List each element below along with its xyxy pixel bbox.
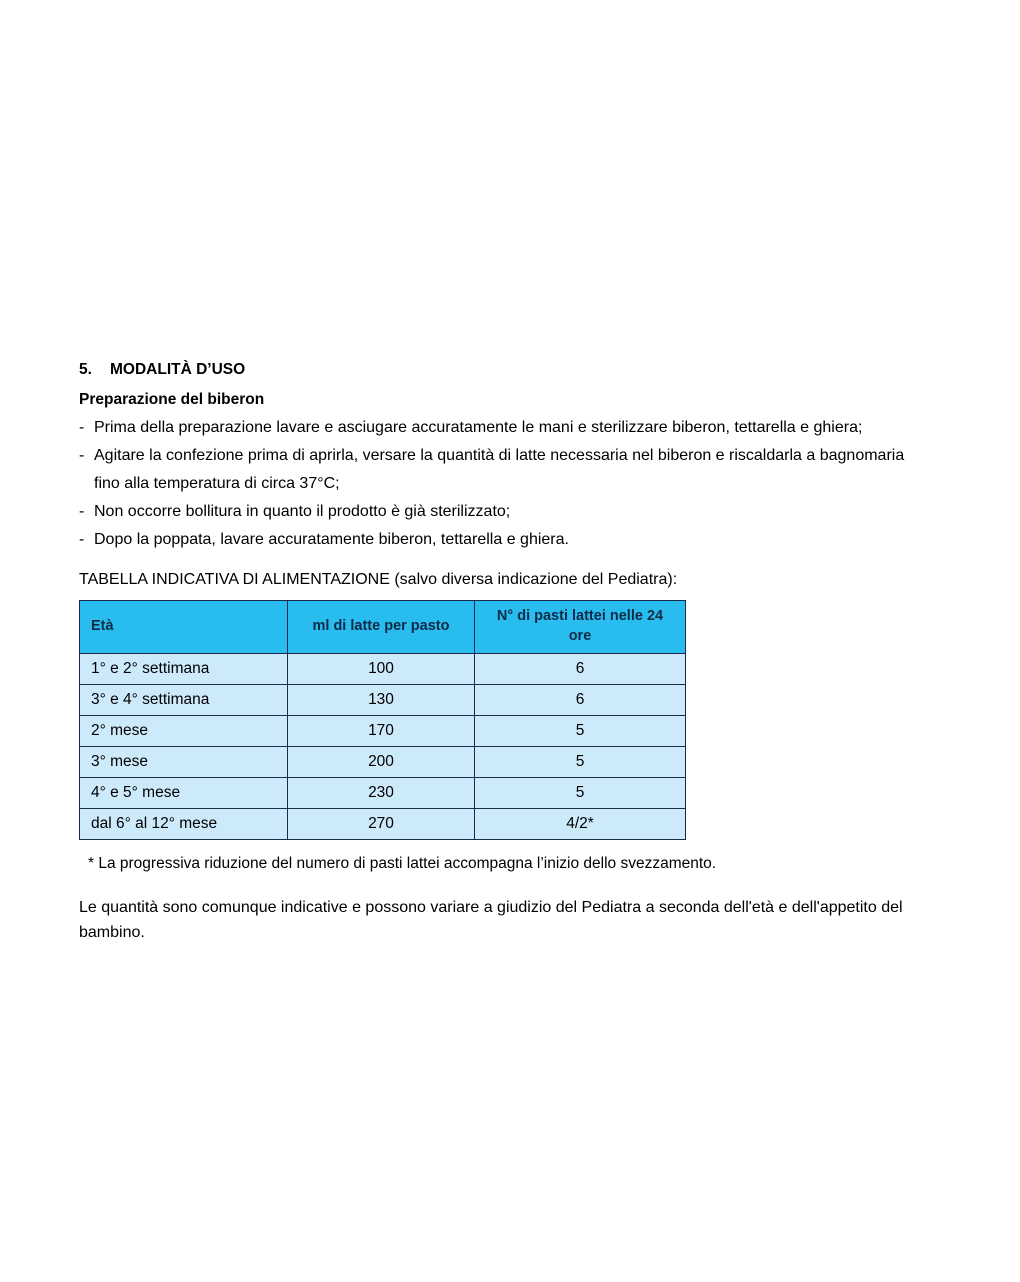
document-content [79, 362, 965, 946]
bullet-dash: - [79, 419, 85, 436]
list-item [79, 448, 965, 492]
list-item-text: Prima della preparazione lavare e asciugare accuratamente le mani e sterilizzare biberon, tettarella e ghiera; [94, 419, 863, 436]
table-intro-text: TABELLA INDICATIVA DI ALIMENTAZIONE (salvo diversa indicazione del Pediatra): [79, 571, 678, 588]
cell-age: 1° e 2° settimana [80, 654, 288, 685]
cell-meals: 5 [475, 716, 686, 747]
cell-ml: 130 [288, 685, 475, 716]
list-item-text: Dopo la poppata, lavare accuratamente biberon, tettarella e ghiera. [94, 531, 569, 548]
list-item [79, 420, 965, 436]
column-header-ml: ml di latte per pasto [288, 601, 475, 654]
list-item [79, 532, 965, 548]
cell-age: 4° e 5° mese [80, 778, 288, 809]
list-item [79, 504, 965, 520]
table-row [80, 778, 686, 809]
section-number: 5. [79, 361, 92, 378]
table-header-row [80, 601, 686, 654]
cell-ml: 200 [288, 747, 475, 778]
closing-paragraph: Le quantità sono comunque indicative e possono variare a giudizio del Pediatra a seconda dell'età e dell'appetito del bambino. [79, 898, 903, 942]
bullet-dash: - [79, 447, 85, 464]
section-heading [79, 362, 965, 378]
table-row [80, 685, 686, 716]
cell-meals: 5 [475, 778, 686, 809]
cell-meals: 4/2* [475, 809, 686, 840]
cell-age: 2° mese [80, 716, 288, 747]
table-row [80, 747, 686, 778]
table-row [80, 716, 686, 747]
list-item-text: Agitare la confezione prima di aprirla, versare la quantità di latte necessaria nel biberon e riscaldarla a bagnomaria [94, 447, 905, 464]
feeding-table [79, 600, 686, 840]
cell-ml: 230 [288, 778, 475, 809]
cell-ml: 270 [288, 809, 475, 840]
list-item-text: Non occorre bollitura in quanto il prodotto è già sterilizzato; [94, 503, 511, 520]
cell-ml: 100 [288, 654, 475, 685]
subheading-preparazione: Preparazione del biberon [79, 390, 265, 408]
cell-age: dal 6° al 12° mese [80, 809, 288, 840]
cell-age: 3° e 4° settimana [80, 685, 288, 716]
table-row [80, 809, 686, 840]
table-body [80, 654, 686, 840]
bullet-dash: - [79, 503, 85, 520]
cell-meals: 5 [475, 747, 686, 778]
column-header-meals: N° di pasti lattei nelle 24 ore [475, 601, 686, 654]
table-row [80, 654, 686, 685]
cell-ml: 170 [288, 716, 475, 747]
cell-age: 3° mese [80, 747, 288, 778]
column-header-age: Età [80, 601, 288, 654]
instructions-list [79, 420, 965, 548]
table-header [80, 601, 686, 654]
cell-meals: 6 [475, 654, 686, 685]
list-item-continuation: fino alla temperatura di circa 37°C; [94, 475, 340, 492]
cell-meals: 6 [475, 685, 686, 716]
section-title: MODALITÀ D’USO [110, 361, 246, 378]
table-footnote: * La progressiva riduzione del numero di pasti lattei accompagna l’inizio dello svezzamento. [88, 855, 717, 872]
bullet-dash: - [79, 531, 85, 548]
